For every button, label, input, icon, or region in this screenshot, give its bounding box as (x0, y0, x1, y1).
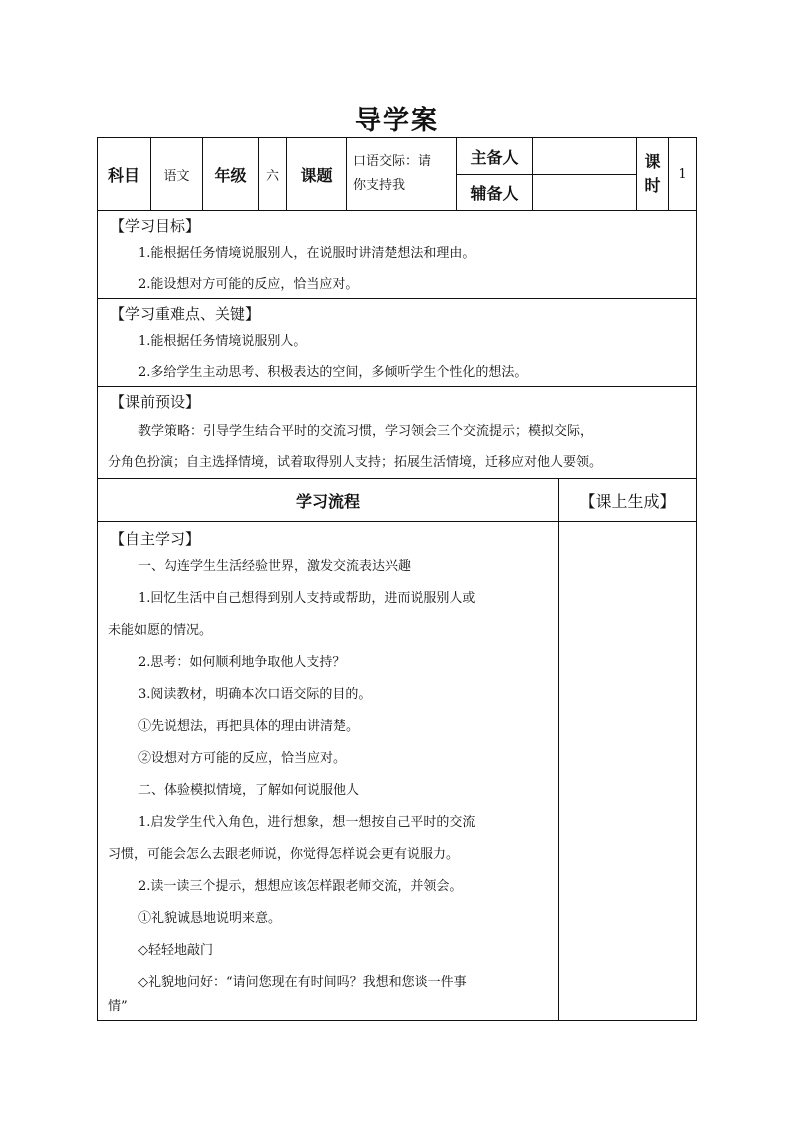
period-label (636, 138, 668, 210)
subject-label: 科目 (107, 165, 140, 185)
self-study-column (98, 521, 558, 1021)
period-label-1: 课 (644, 152, 661, 171)
preview-line: 分角色扮演；自主选择情境，试着取得别人支持；拓展生活情境，迁移应对他人要领。 (108, 455, 603, 470)
flow-line: 情” (108, 999, 128, 1014)
study-guide-table (97, 137, 697, 1021)
flow-line: 3.阅读教材，明确本次口语交际的目的。 (138, 687, 372, 702)
class-generation-header: 【课上生成】 (558, 479, 696, 521)
flow-line: 二、体验模拟情境，了解如何说服他人 (138, 783, 360, 798)
lead-preparer-value (532, 138, 636, 174)
preview-line: 教学策略：引导学生结合平时的交流习惯，学习领会三个交流提示；模拟交际， (138, 424, 594, 439)
assistant-preparer-value (532, 174, 636, 210)
flow-line: 2.读一读三个提示，想想应该怎样跟老师交流，并领会。 (138, 879, 463, 894)
flow-line: 习惯，可能会怎么去跟老师说，你觉得怎样说会更有说服力。 (108, 847, 460, 862)
grade-label: 年级 (202, 138, 258, 210)
key-points-title: 【学习重难点、关键】 (110, 305, 261, 323)
period-label-2: 时 (644, 176, 661, 195)
topic-value (346, 138, 456, 210)
preview-section (98, 386, 696, 479)
topic-line-2: 你支持我 (353, 178, 406, 193)
flow-line: 未能如愿的情况。 (108, 623, 213, 638)
flow-line: ①先说想法，再把具体的理由讲清楚。 (138, 719, 360, 734)
learning-goals-title: 【学习目标】 (110, 217, 201, 235)
self-study-title: 【自主学习】 (110, 530, 201, 548)
flow-line: ◇礼貌地问好：“请问您现在有时间吗？我想和您谈一件事 (138, 975, 467, 990)
flow-line: 1.启发学生代入角色，进行想象，想一想按自己平时的交流 (138, 815, 476, 830)
lead-preparer-label: 主备人 (456, 138, 532, 174)
flow-line: 1.回忆生活中自己想得到别人支持或帮助，进而说服别人或 (138, 591, 476, 606)
flow-line: ①礼貌诚恳地说明来意。 (138, 911, 282, 926)
class-generation-column (558, 521, 696, 1021)
key-points-section (98, 298, 696, 387)
grade-value: 六 (258, 138, 286, 210)
flow-line: 一、勾连学生生活经验世界，激发交流表达兴趣 (138, 559, 412, 574)
flow-line: 2.思考：如何顺利地争取他人支持？ (138, 655, 346, 670)
topic-label: 课题 (286, 138, 346, 210)
learning-goals-section (98, 210, 696, 299)
goal-item: 1.能根据任务情境说服别人，在说服时讲清楚想法和理由。 (138, 246, 476, 261)
topic-line-1: 口语交际：请 (353, 154, 432, 169)
goal-item: 2.能设想对方可能的反应，恰当应对。 (138, 277, 359, 292)
key-point-item: 1.能根据任务情境说服别人。 (138, 334, 307, 349)
flow-line: ◇轻轻地敲门 (138, 943, 213, 958)
flow-line: ②设想对方可能的反应，恰当应对。 (138, 751, 347, 766)
period-value: 1 (668, 138, 696, 210)
learning-flow-header: 学习流程 (295, 491, 360, 511)
learning-flow (98, 478, 696, 1021)
subject-value: 语文 (150, 138, 202, 210)
preview-title: 【课前预设】 (110, 393, 201, 411)
assistant-preparer-label: 辅备人 (456, 174, 532, 210)
page-title: 导学案 (354, 106, 439, 136)
key-point-item: 2.多给学生主动思考、积极表达的空间，多倾听学生个性化的想法。 (138, 365, 528, 380)
